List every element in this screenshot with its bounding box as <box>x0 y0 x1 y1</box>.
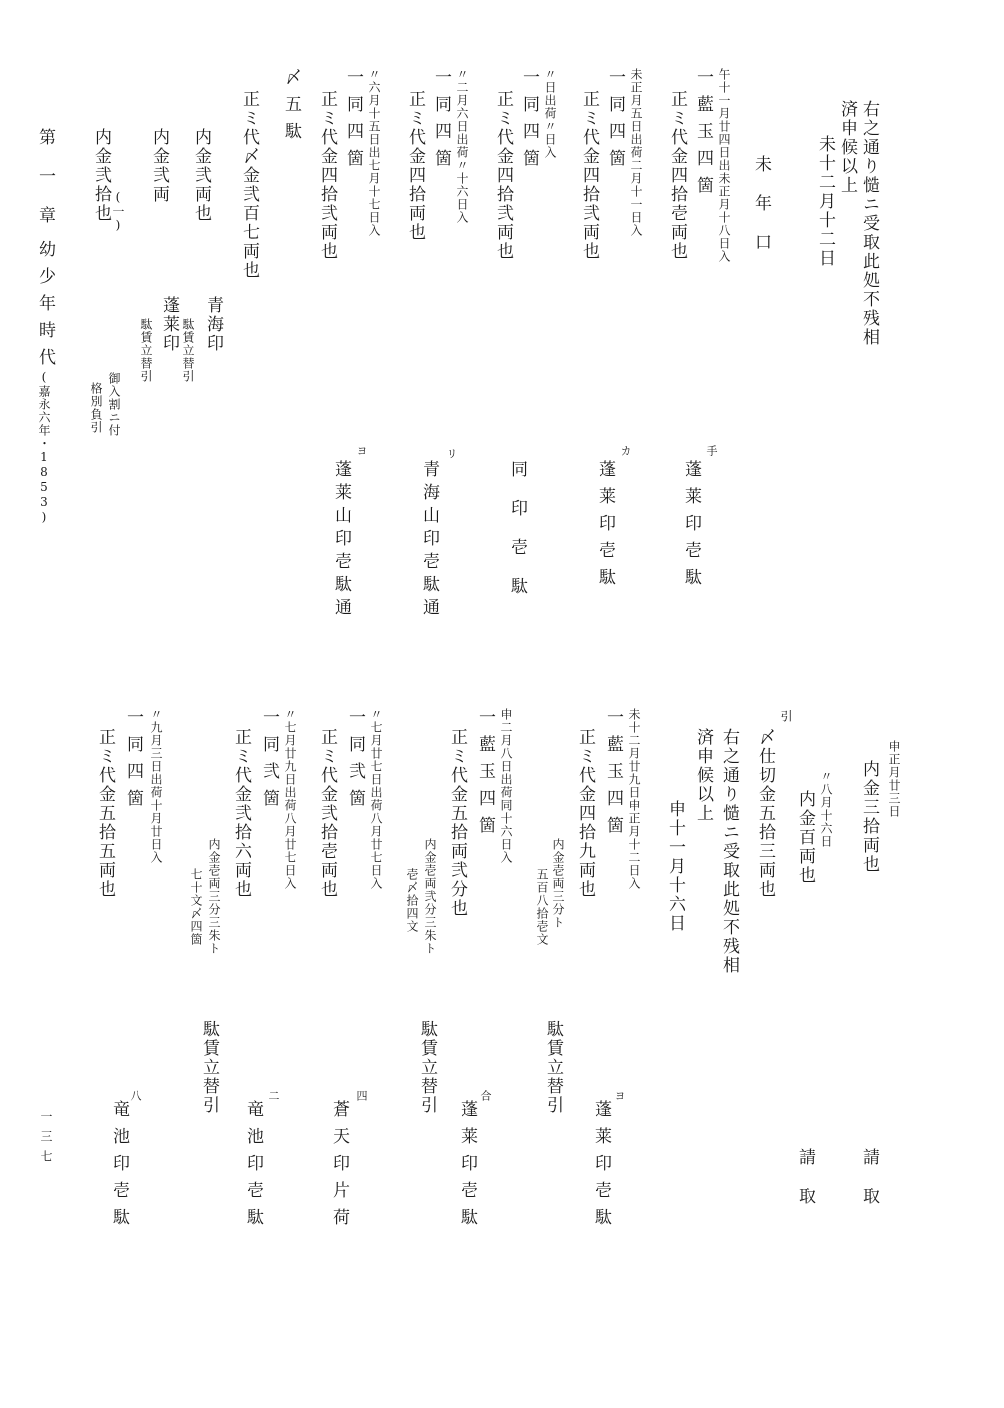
lower-entry-1-note-2: 五百八拾壱文 <box>535 868 549 946</box>
upper-deduct-3-amount: 内金弐拾也 <box>91 128 111 223</box>
lower-entry-2-note-2: 壱〆拾四文 <box>405 868 419 933</box>
upper-head-line-2: 済申候以上 <box>837 100 857 195</box>
lower-entry-2-amount: 正ミ代金五拾両弐分也 <box>447 728 467 918</box>
lower-entry-3-amount: 正ミ代金弐拾壱両也 <box>317 728 337 899</box>
upper-deduct-1-note-1: 青海印 <box>203 296 223 353</box>
upper-entry-3-amount: 正ミ代金四拾弐両也 <box>493 90 513 261</box>
upper-head-line-1: 右之通り慥ニ受取此処不残相 <box>859 100 879 347</box>
lower-entry-4-line: 一同弐箇 <box>259 708 279 816</box>
lower-entry-4-date: 〃七月廿九日出荷八月廿七日入 <box>283 708 297 890</box>
lower-head-date: 申十一月十六日 <box>665 800 685 933</box>
upper-entry-5-line: 一同四箇 <box>343 68 363 176</box>
upper-deduct-2-amount: 内金弐両 <box>149 128 169 204</box>
chapter-label: 第一章 <box>35 128 55 245</box>
upper-entry-4-line: 一同四箇 <box>431 68 451 176</box>
lower-entry-5-seal: 竜池印壱駄 <box>109 1100 129 1235</box>
upper-entry-1-mark: 手 <box>705 445 718 458</box>
lower-entry-2-note-1: 内金壱両弐分三朱ト <box>423 838 437 955</box>
upper-entry-2-amount: 正ミ代金四拾弐両也 <box>579 90 599 261</box>
upper-entry-5-mark: ヨ <box>355 445 368 458</box>
lower-entry-1-fee: 駄賃立替引 <box>543 1020 563 1115</box>
lower-head-line-1: 右之通り慥ニ受取此処不残相 <box>719 728 739 975</box>
lower-entry-4-fee: 駄賃立替引 <box>199 1020 219 1115</box>
upper-entry-4-seal: 青海山印壱駄通 <box>419 460 439 621</box>
upper-entry-1-line: 一藍玉四箇 <box>693 68 713 203</box>
upper-entry-3-seal: 同印壱駄 <box>507 460 527 616</box>
upper-entry-2-seal: 蓬莱印壱駄 <box>595 460 615 595</box>
upper-head-date: 未十二月十二日 <box>815 135 835 268</box>
upper-total-amount: 正ミ代〆金弐百七両也 <box>239 90 259 280</box>
upper-entry-5-seal: 蓬莱山印壱駄通 <box>331 460 351 621</box>
lower-entry-3-mark: 四 <box>355 1090 368 1103</box>
receipt-amount: 内金三拾両也 <box>859 760 879 874</box>
upper-deduct-3-note-1: 御入割ニ付 <box>107 372 121 437</box>
lower-entry-1-mark: ヨ <box>613 1090 626 1103</box>
upper-entry-3-date: 〃日出荷〃日入 <box>543 68 557 159</box>
chapter-era: (嘉永六年・1853) <box>37 370 51 525</box>
lower-entry-2-mark: 合 <box>479 1090 492 1103</box>
upper-entry-4-date: 〃二月六日出荷〃十六日入 <box>455 68 469 224</box>
receipt2-date: 〃八月十六日 <box>819 770 833 848</box>
receipt2-label: 請取 <box>795 1148 815 1226</box>
page-number: 一三七 <box>39 1110 53 1170</box>
lower-head-line-2: 済申候以上 <box>693 728 713 823</box>
lower-entry-2-fee: 駄賃立替引 <box>417 1020 437 1115</box>
upper-deduct-3-note-2: 格別負引 <box>89 382 103 434</box>
upper-deduct-2-note-1: 蓬莱印 <box>159 296 179 353</box>
lower-entry-5-line: 一同四箇 <box>123 708 143 816</box>
upper-entry-2-date: 未正月五日出荷二月十一日入 <box>629 68 643 237</box>
upper-entry-3-line: 一同四箇 <box>519 68 539 176</box>
lower-entry-1-date: 未十二月廿九日申正月十二日入 <box>627 708 641 890</box>
upper-deduct-1-amount: 内金弐両也 <box>191 128 211 223</box>
lower-entry-4-note-2: 七十文〆四箇 <box>189 868 203 946</box>
upper-entry-4-amount: 正ミ代金四拾両也 <box>405 90 425 242</box>
lower-entry-3-date: 〃七月廿七日出荷八月廿七日入 <box>369 708 383 890</box>
lower-entry-5-amount: 正ミ代金五拾五両也 <box>95 728 115 899</box>
upper-heading: 未年口 <box>751 155 771 272</box>
upper-entry-5-amount: 正ミ代金四拾弐両也 <box>317 90 337 261</box>
upper-entry-5-date: 〃六月十五日出七月十七日入 <box>367 68 381 237</box>
upper-deduct-2-note-2: 駄賃立替引 <box>139 318 153 383</box>
lower-entry-3-line: 一同弐箇 <box>345 708 365 816</box>
lower-entry-2-date: 申二月八日出荷同十六日入 <box>499 708 513 864</box>
lower-entry-4-mark: 二 <box>267 1090 280 1103</box>
lower-entry-4-note-1: 内金壱両三分三朱ト <box>207 838 221 955</box>
lower-intro-mark: 引 <box>779 710 793 723</box>
upper-entry-2-mark: カ <box>619 445 632 458</box>
lower-entry-1-line: 一藍玉四箇 <box>603 708 623 843</box>
upper-deduct-3-paren: (一) <box>111 190 125 233</box>
upper-total-label: 〆五駄 <box>281 68 301 149</box>
lower-entry-1-amount: 正ミ代金四拾九両也 <box>575 728 595 899</box>
lower-settle: 〆仕切金五拾三両也 <box>755 728 775 899</box>
upper-entry-1-amount: 正ミ代金四拾壱両也 <box>667 90 687 261</box>
lower-entry-4-amount: 正ミ代金弐拾六両也 <box>231 728 251 899</box>
chapter-title: 幼少年時代 <box>35 240 55 375</box>
lower-entry-5-date: 〃九月三日出荷十月廿日入 <box>149 708 163 864</box>
lower-entry-2-line: 一藍玉四箇 <box>475 708 495 843</box>
lower-entry-4-seal: 竜池印壱駄 <box>243 1100 263 1235</box>
upper-entry-1-seal: 蓬莱印壱駄 <box>681 460 701 595</box>
lower-entry-3-seal: 蒼天印片荷 <box>329 1100 349 1235</box>
upper-entry-1-date: 午十一月廿四日出未正月十八日入 <box>717 68 731 263</box>
lower-entry-2-seal: 蓬莱印壱駄 <box>457 1100 477 1235</box>
upper-deduct-1-note-2: 駄賃立替引 <box>181 318 195 383</box>
receipt2-amount: 内金百両也 <box>795 790 815 885</box>
lower-entry-5-mark: 八 <box>129 1090 142 1103</box>
receipt-label: 請取 <box>859 1148 879 1226</box>
upper-entry-4-mark: リ <box>445 448 458 461</box>
receipt-date: 申正月廿三日 <box>887 740 901 818</box>
lower-entry-1-seal: 蓬莱印壱駄 <box>591 1100 611 1235</box>
lower-entry-1-note-1: 内金壱両三分ト <box>551 838 565 929</box>
upper-entry-2-line: 一同四箇 <box>605 68 625 176</box>
